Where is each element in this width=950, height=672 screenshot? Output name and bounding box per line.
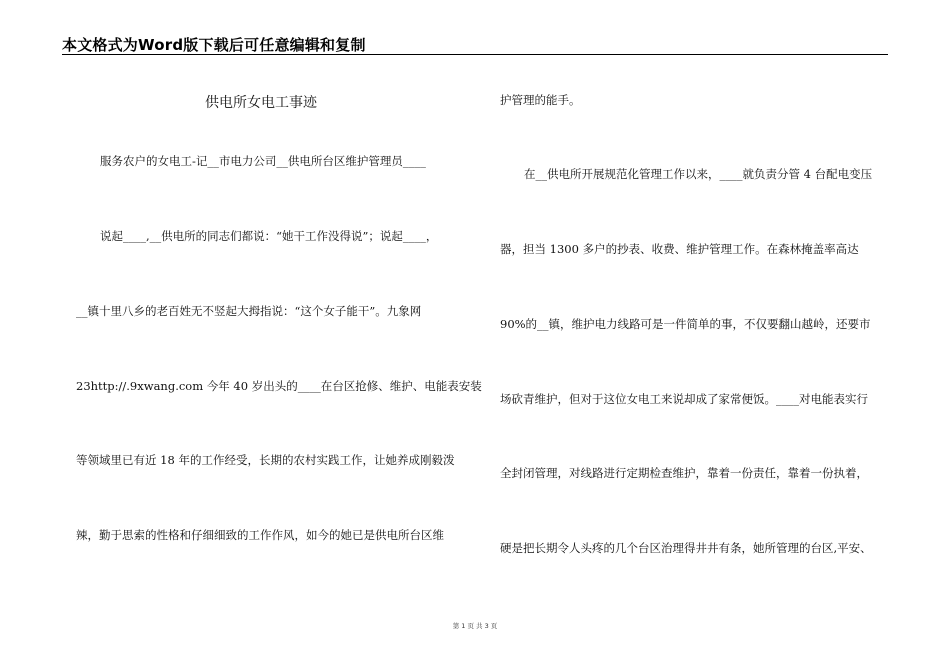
paragraph-line: 23http://.9xwang.com 今年 40 岁出头的____在台区抢修、维护、电能表安装: [76, 379, 482, 393]
paragraph-line: 辣，勤于思索的性格和仔细细致的工作作风，如今的她已是供电所台区维: [76, 528, 444, 542]
paragraph-line: 等领域里已有近 18 年的工作经受，长期的农村实践工作，让她养成刚毅泼: [76, 453, 455, 467]
watermark-header-title: 本文格式为Word版下载后可任意编辑和复制: [62, 36, 366, 54]
paragraph-line: 90%的__镇，维护电力线路可是一件简单的事，不仅要翻山越岭，还要市: [500, 317, 871, 331]
paragraph-line: 场砍青维护，但对于这位女电工来说却成了家常便饭。____对电能表实行: [500, 392, 868, 406]
paragraph-line: 器，担当 1300 多户的抄表、收费、维护管理工作。在森林掩盖率高达: [500, 242, 859, 256]
header-divider: [62, 54, 888, 55]
paragraph-line: 在__供电所开展规范化管理工作以来，____就负责分管 4 台配电变压: [524, 167, 873, 181]
paragraph-line: __镇十里八乡的老百姓无不竖起大拇指说：“这个女子能干”。九象网: [76, 304, 422, 318]
document-title: 供电所女电工事迹: [205, 95, 317, 111]
paragraph-line: 全封闭管理，对线路进行定期检查维护，靠着一份责任，靠着一份执着，: [500, 466, 868, 480]
paragraph-line: 说起____,__供电所的同志们都说：“她干工作没得说”；说起____，: [100, 229, 438, 243]
paragraph-line: 服务农户的女电工-记__市电力公司__供电所台区维护管理员____: [100, 154, 426, 168]
paragraph-line: 护管理的能手。: [500, 93, 581, 107]
paragraph-line: 硬是把长期令人头疼的几个台区治理得井井有条，她所管理的台区,平安、: [500, 541, 872, 555]
page-number: 第 1 页 共 3 页: [452, 622, 498, 630]
